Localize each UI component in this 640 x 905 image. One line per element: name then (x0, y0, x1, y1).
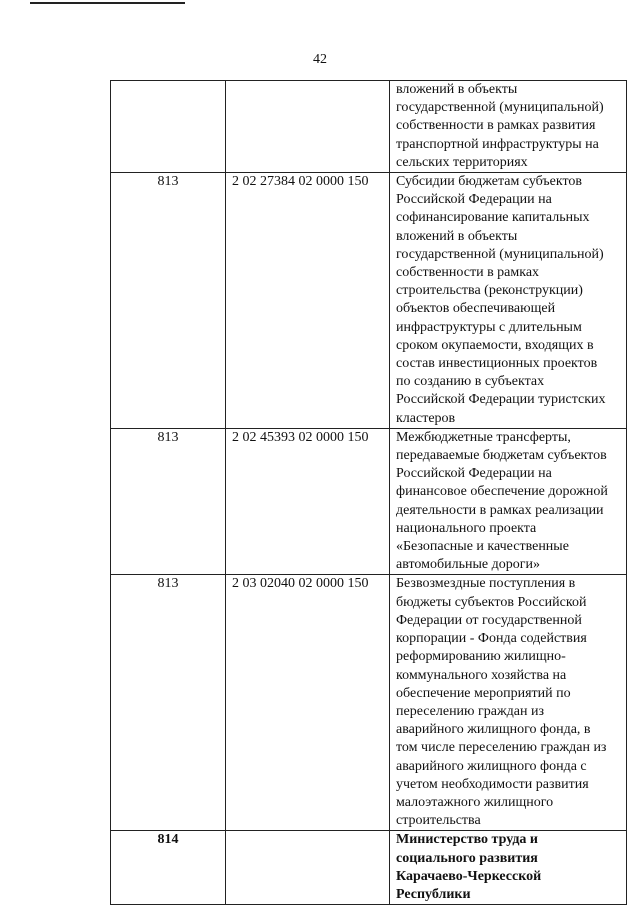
budget-code-cell: 2 03 02040 02 0000 150 (226, 575, 390, 831)
description-cell: Субсидии бюджетам субъектов Российской Федерации на софинансирование капитальных вложений в объекты государственной (муниципальной) собственности в рамках строительства (реконструкции) объектов обеспечивающей инфраструктуры с длительным сроком окупаемости, входящих в состав инвестиционных проектов по созданию в субъектах Российской Федерации туристских кластеров (390, 173, 627, 429)
budget-code-cell: 2 02 45393 02 0000 150 (226, 428, 390, 575)
budget-code-cell: 2 02 27384 02 0000 150 (226, 173, 390, 429)
table-row (111, 575, 627, 831)
top-rule (30, 2, 185, 4)
budget-code-cell (226, 81, 390, 173)
description-cell: вложений в объекты государственной (муниципальной) собственности в рамках развития транспортной инфраструктуры на сельских территориях (390, 81, 627, 173)
admin-code-cell (111, 81, 226, 173)
admin-code-cell: 813 (111, 428, 226, 575)
admin-code-cell: 813 (111, 575, 226, 831)
budget-code-cell (226, 831, 390, 905)
budget-codes-table (110, 80, 627, 905)
table-row (111, 831, 627, 905)
admin-code-cell: 814 (111, 831, 226, 905)
description-cell: Межбюджетные трансферты, передаваемые бюджетам субъектов Российской Федерации на финансовое обеспечение дорожной деятельности в рамках реализации национального проекта «Безопасные и качественные автомобильные дороги» (390, 428, 627, 575)
table-row (111, 81, 627, 173)
table-row (111, 428, 627, 575)
table-row (111, 173, 627, 429)
admin-code-cell: 813 (111, 173, 226, 429)
description-cell: Безвозмездные поступления в бюджеты субъектов Российской Федерации от государственной корпорации - Фонда содействия реформированию жилищно- коммунального хозяйства на обеспечение мероприятий по переселению граждан из аварийного жилищного фонда, в том числе переселению граждан из аварийного жилищного фонда с учетом необходимости развития малоэтажного жилищного строительства (390, 575, 627, 831)
description-cell: Министерство труда и социального развития Карачаево-Черкесской Республики (390, 831, 627, 905)
page-number: 42 (313, 52, 327, 67)
